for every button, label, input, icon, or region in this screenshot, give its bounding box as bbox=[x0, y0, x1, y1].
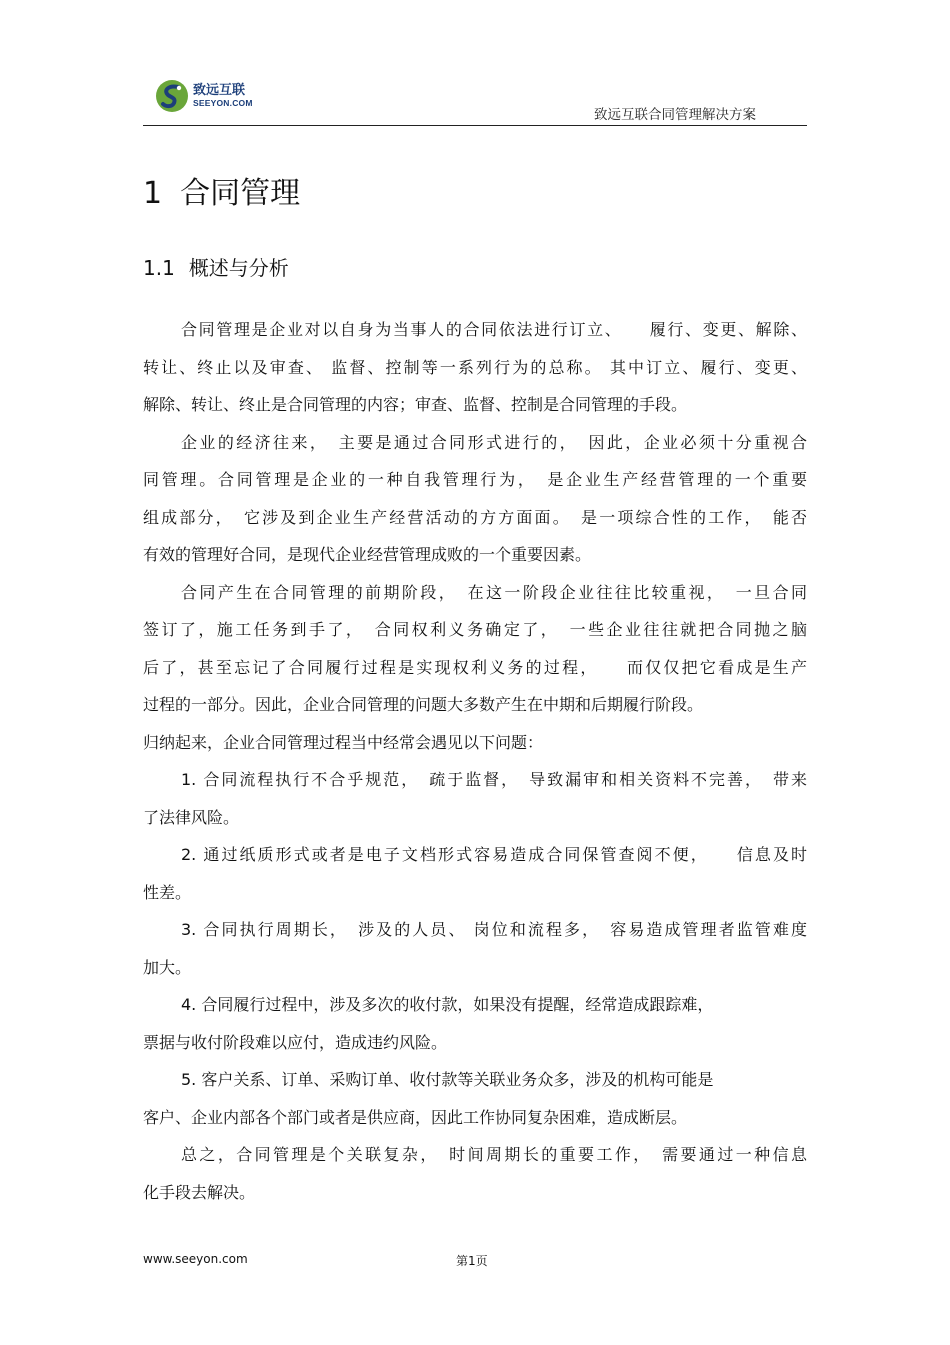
text-line: 组成部分， 它涉及到企业生产经营活动的方方面面。 是一项综合性的工作， 能否 bbox=[143, 507, 807, 527]
text-line: 票据与收付阶段难以应付，造成违约风险。 bbox=[143, 1032, 448, 1052]
document-header-title: 致远互联合同管理解决方案 bbox=[594, 107, 756, 123]
seeyon-s-logo-icon bbox=[155, 79, 189, 113]
subsection-title: 概述与分析 bbox=[188, 256, 289, 280]
text-line: 过程的一部分。因此，企业合同管理的问题大多数产生在中期和后期履行阶段。 bbox=[143, 695, 704, 714]
text-line: 解除、转让、终止是合同管理的内容；审查、监督、控制是合同管理的手段。 bbox=[143, 395, 688, 414]
text-line: 有效的管理好合同，是现代企业经营管理成败的一个重要因素。 bbox=[143, 545, 592, 564]
footer-website: www.seeyon.com bbox=[143, 1252, 248, 1266]
text-line: 归纳起来，企业合同管理过程当中经常会遇见以下问题： bbox=[143, 732, 544, 752]
text-line: 签订了，施工任务到手了， 合同权利义务确定了， 一些企业往往就把合同抛之脑 bbox=[143, 620, 807, 639]
list-item: 4. 合同履行过程中，涉及多次的收付款，如果没有提醒，经常造成跟踪难， bbox=[181, 995, 714, 1014]
subsection-number: 1.1 bbox=[143, 256, 175, 280]
body-text bbox=[143, 311, 807, 1211]
text-line: 企业的经济往来， 主要是通过合同形式进行的， 因此，企业必须十分重视合 bbox=[181, 432, 807, 452]
list-item: 3. 合同执行周期长， 涉及的人员、 岗位和流程多， 容易造成管理者监管难度 bbox=[181, 920, 807, 939]
text-line: 总之，合同管理是个关联复杂， 时间周期长的重要工作， 需要通过一种信息 bbox=[181, 1145, 807, 1164]
logo-chinese-name: 致远互联 bbox=[193, 83, 246, 99]
header-divider bbox=[143, 125, 807, 126]
text-line: 客户、企业内部各个部门或者是供应商，因此工作协同复杂困难，造成断层。 bbox=[143, 1107, 688, 1127]
section-heading bbox=[143, 168, 300, 212]
logo-text bbox=[193, 84, 253, 108]
text-line: 后了，甚至忘记了合同履行过程是实现权利义务的过程， 而仅仅把它看成是生产 bbox=[143, 657, 807, 677]
list-item: 1. 合同流程执行不合乎规范， 疏于监督， 导致漏审和相关资料不完善， 带来 bbox=[181, 770, 807, 789]
text-line: 性差。 bbox=[143, 882, 192, 902]
text-line: 了法律风险。 bbox=[143, 807, 240, 827]
text-line: 化手段去解决。 bbox=[143, 1182, 256, 1202]
text-line: 同管理。合同管理是企业的一种自我管理行为， 是企业生产经营管理的一个重要 bbox=[143, 470, 807, 489]
company-logo bbox=[155, 78, 253, 114]
text-line: 合同管理是企业对以自身为当事人的合同依法进行订立、 履行、变更、解除、 bbox=[181, 320, 807, 339]
section-number: 1 bbox=[143, 176, 163, 211]
text-line: 合同产生在合同管理的前期阶段， 在这一阶段企业往往比较重视， 一旦合同 bbox=[181, 582, 807, 602]
section-title: 合同管理 bbox=[180, 176, 301, 211]
text-line: 加大。 bbox=[143, 957, 192, 977]
logo-english-name: SEEYON.COM bbox=[193, 98, 253, 109]
list-item: 2. 通过纸质形式或者是电子文档形式容易造成合同保管查阅不便， 信息及时 bbox=[181, 845, 807, 864]
subsection-heading bbox=[143, 252, 289, 281]
list-item: 5. 客户关系、订单、采购订单、收付款等关联业务众多，涉及的机构可能是 bbox=[181, 1070, 714, 1089]
text-line: 转让、终止以及审查、 监督、控制等一系列行为的总称。 其中订立、履行、变更、 bbox=[143, 357, 807, 377]
page-number: 第1页 bbox=[456, 1254, 488, 1268]
